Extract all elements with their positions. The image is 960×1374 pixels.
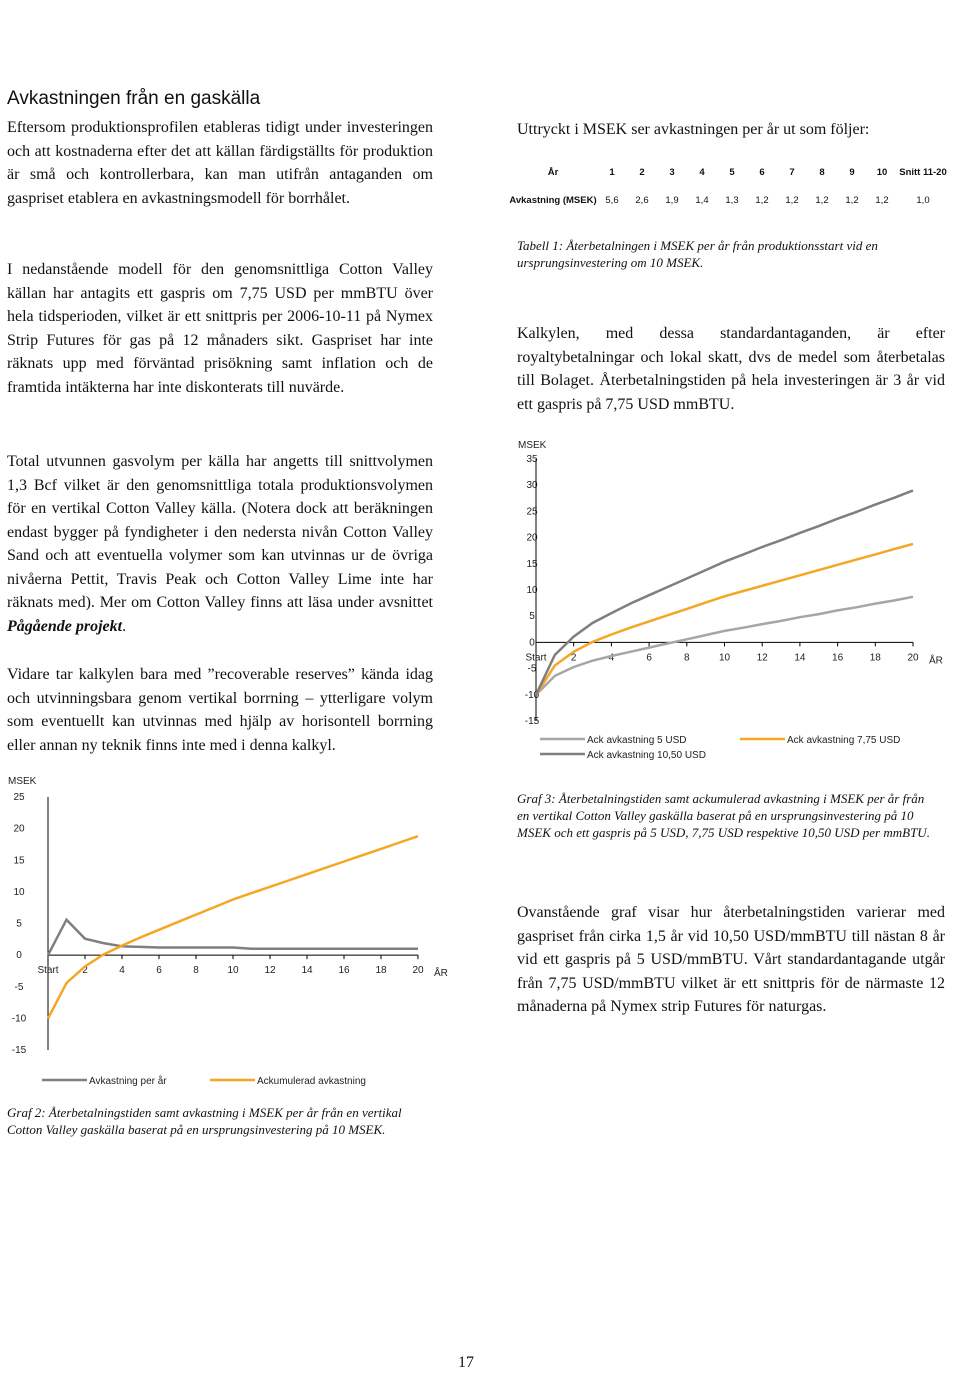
- paragraph-reserves: Vidare tar kalkylen bara med ”recoverable reserves” kända idag och utvinningsbara genom vertikal borrning – ytterligare volym som eventuellt kan utvinnas med hjälp av horisontell borrning eller annan ny teknik finns inte med i denna kalkyl.: [7, 666, 433, 754]
- y-tick-label: -15: [11, 1045, 27, 1056]
- x-tick-label: 4: [119, 965, 125, 977]
- x-axis-title: ÅR: [434, 968, 448, 980]
- y-tick-label: -10: [524, 689, 540, 701]
- legend-label: Ack avkastning 5 USD: [587, 735, 687, 746]
- paragraph-model: I nedanstående modell för den genomsnittliga Cotton Valley källan har antagits ett gaspris om 7,75 USD per mmBTU över hela tidsperioden, vilket är ett snittpris per 2006-10-11 på Nymex Strip Futures för gas på 12 månaders sikt. Gaspriset har inte räknats upp med förväntad prisökning samt inflation och de framtida intäkterna har inte diskonterats till nuvärde.: [7, 261, 433, 396]
- y-tick-label: 0: [529, 637, 535, 649]
- x-tick-label: 18: [375, 965, 387, 977]
- x-axis-title: ÅR: [929, 655, 943, 667]
- table-cell: 2,6: [635, 194, 649, 206]
- legend-label: Ack avkastning 10,50 USD: [587, 750, 706, 761]
- x-tick-label: 20: [412, 965, 424, 977]
- page-number: 17: [458, 1354, 474, 1371]
- y-tick-label: 15: [13, 855, 25, 867]
- x-tick-label: 6: [646, 652, 652, 664]
- y-tick-label: 25: [526, 506, 538, 518]
- caption-graf2: Graf 2: Återbetalningstiden samt avkastning i MSEK per år från en vertikal Cotton Valley gaskälla baserat på en ursprungsinvestering på 10 MSEK.: [7, 1105, 402, 1137]
- table-header-cell: Snitt 11-20: [899, 166, 947, 178]
- x-tick-label: 8: [193, 965, 199, 977]
- x-tick-label: 16: [338, 965, 350, 977]
- table-header-cell: 3: [669, 166, 675, 178]
- y-tick-label: 25: [13, 792, 25, 803]
- y-tick-label: -15: [524, 716, 540, 727]
- project-link[interactable]: Pågående projekt: [7, 617, 123, 635]
- table-cell: 5,6: [605, 194, 619, 206]
- table-header-cell: 8: [819, 166, 825, 178]
- table-header-cell: 10: [876, 166, 888, 178]
- table-cell: 1,2: [755, 194, 769, 206]
- x-tick-label: Start: [525, 652, 547, 664]
- table-cell: 1,2: [845, 194, 859, 206]
- legend-label: Avkastning per år: [89, 1076, 167, 1087]
- y-tick-label: 20: [13, 823, 25, 835]
- x-tick-label: 2: [570, 652, 577, 664]
- x-tick-label: 16: [832, 652, 844, 664]
- table-header-cell: 1: [609, 166, 615, 178]
- y-tick-label: -5: [527, 663, 537, 675]
- y-tick-label: 35: [526, 454, 538, 465]
- table-cell: 1,2: [785, 194, 799, 206]
- return-table: [509, 158, 949, 214]
- series-line-2: [536, 544, 913, 695]
- table-header-label: År: [547, 166, 559, 178]
- table-cell: 1,4: [695, 194, 709, 206]
- x-tick-label: 6: [156, 965, 162, 977]
- x-tick-label: 10: [718, 652, 731, 664]
- table-cell: 1,2: [875, 194, 889, 206]
- table-header-cell: 6: [759, 166, 765, 178]
- y-tick-label: 5: [529, 611, 535, 623]
- y-tick-label: 5: [16, 918, 22, 930]
- section-heading: Avkastningen från en gaskälla: [7, 88, 261, 109]
- chart-graf3: [490, 438, 958, 768]
- legend-label: Ack avkastning 7,75 USD: [787, 735, 901, 746]
- legend-label: Ackumulerad avkastning: [257, 1076, 366, 1087]
- table-header-cell: 2: [639, 166, 645, 178]
- series-line-3: [536, 490, 913, 694]
- y-tick-label: 20: [526, 532, 538, 544]
- paragraph-volume: Total utvunnen gasvolym per källa har angetts till snittvolymen 1,3 Bcf vilket är den genomsnittliga totala produktionsvolymen för en vertikal Cotton Valley källa. (Notera dock att beräkningen endast bygger på fyndigheter i den nedersta nivån Cotton Valley Sand och att eventuella volymer som kan utvinnas ur de övriga nivåerna Pettit, Travis Peak och Cotton Valley Lime inte har räknats med). Mer om Cotton Valley finns att läsa under avsnittet Pågående projekt.: [7, 453, 433, 635]
- x-tick-label: 18: [869, 652, 881, 664]
- y-tick-label: 10: [526, 585, 538, 596]
- series-line-2: [48, 836, 418, 1018]
- paragraph-calculation: Kalkylen, med dessa standardantaganden, är efter royaltybetalningar och lokal skatt, dvs de medel som återbetalas till Bolaget. Återbetalningstiden på hela investeringen är 3 år vid ett gaspris på 7,75 USD mmBTU.: [517, 325, 945, 413]
- table-header-cell: 4: [699, 166, 705, 178]
- x-tick-label: 20: [907, 652, 919, 664]
- table-row: [509, 158, 949, 186]
- table-header-cell: 9: [849, 166, 855, 178]
- paragraph-intro: Eftersom produktionsprofilen etableras tidigt under investeringen och att kostnaderna efter det att källan färdigställts för produktion är små och kontrollerbara, kan man utifrån antaganden om gaspriset etablera en avkastningsmodell för borrhålet.: [7, 119, 433, 207]
- x-tick-label: 8: [684, 652, 690, 664]
- x-tick-label: 2: [82, 965, 88, 977]
- table-row: [509, 186, 949, 214]
- x-tick-label: 10: [227, 965, 239, 977]
- table-header-cell: 5: [729, 166, 735, 178]
- table-cell: 1,9: [665, 194, 679, 206]
- caption-graf3: Graf 3: Återbetalningstiden samt ackumulerad avkastning i MSEK per år från en vertikal Cotton Valley gaskälla baserat på en ursprungsinvestering på 10 MSEK och ett gaspris på 5 USD, 7,75 USD respektive 10,50 USD per mmBTU.: [517, 791, 930, 840]
- x-tick-label: Start: [37, 965, 59, 977]
- table-row-label: Avkastning (MSEK): [509, 194, 597, 206]
- y-tick-label: 0: [16, 950, 22, 962]
- y-tick-label: -10: [11, 1013, 27, 1025]
- chart-graf2: [0, 770, 470, 1090]
- table-cell: 1,0: [916, 194, 930, 206]
- x-tick-label: 4: [608, 652, 615, 664]
- x-tick-label: 12: [264, 965, 276, 977]
- table-header-cell: 7: [789, 166, 795, 178]
- table-cell: 1,2: [815, 194, 829, 206]
- y-axis-title: MSEK: [518, 440, 547, 451]
- y-tick-label: 30: [526, 480, 538, 492]
- table-cell: 1,3: [725, 194, 739, 206]
- x-tick-label: 14: [794, 652, 806, 664]
- y-axis-title: MSEK: [8, 776, 37, 787]
- y-tick-label: 15: [526, 558, 538, 570]
- series-line-1: [48, 920, 418, 955]
- y-tick-label: 10: [13, 886, 25, 898]
- paragraph-graph-explanation: Ovanstående graf visar hur återbetalningstiden varierar med gaspriset från cirka 1,5 år vid 10,50 USD/mmBTU till nästan 8 år vid ett gaspris på 5 USD/mmBTU. Vårt standardantagande utgår från 7,75 USD/mmBTU vilket är ett snittpris för de närmaste 12 månaderna på Nymex strip Futures för naturgas.: [517, 904, 945, 1015]
- x-tick-label: 12: [756, 652, 768, 664]
- y-tick-label: -5: [14, 981, 24, 993]
- paragraph-table-intro: Uttryckt i MSEK ser avkastningen per år ut som följer:: [517, 121, 870, 138]
- x-tick-label: 14: [301, 965, 313, 977]
- caption-table: Tabell 1: Återbetalningen i MSEK per år från produktionsstart vid en ursprungsinvestering om 10 MSEK.: [517, 238, 878, 270]
